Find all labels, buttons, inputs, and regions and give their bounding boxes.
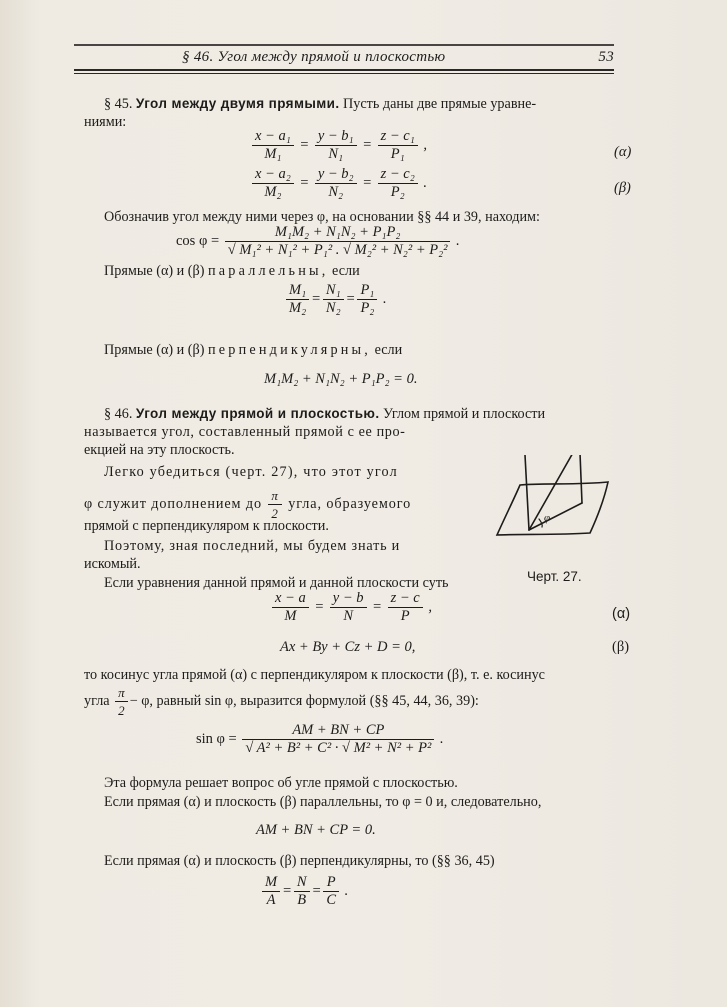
equation-alpha: $\frac{\text{x − a₁}}{\text{M₁}}$ = $\frac{\text{y − b₁}}{\text{N₁}}$ = $\frac{\text{z − c₁}}{\text{P₁}}$ , — [250, 128, 427, 163]
perp-equation: M₁M₂ + N₁N₂ + P₁P₂ = 0. — [264, 371, 418, 387]
equation-beta: $\frac{\text{x − a₂}}{\text{M₂}}$ = $\frac{\text{y − b₂}}{\text{N₂}}$ = $\frac{\text{z − c₂}}{\text{P₂}}$ . — [250, 166, 427, 201]
header-rule-bottom — [74, 69, 614, 71]
sec45-heading-line — [104, 95, 536, 113]
perp-condition-text: Прямые (α) и (β) перпендикулярны, если — [104, 342, 403, 358]
equation-label: (β) — [614, 180, 631, 196]
running-head-title: § 46. Угол между прямой и плоскостью — [182, 49, 446, 65]
figure-angle-label: φ — [544, 512, 551, 524]
paragraph-text: Эта формула решает вопрос об угле прямой с плоскостью. — [104, 775, 458, 791]
line-equation: $\frac{x - a}{M}$ = $\frac{y - b}{N}$ = $\frac{z - c}{P}$ , — [270, 590, 432, 625]
equation-label: (α) — [612, 606, 631, 622]
paragraph-text: угла $\frac{\pi}{2}$ − φ, равный sin φ, выразится формулой (§§ 45, 44, 36, 39): — [84, 685, 479, 718]
paragraph-text: Обозначив угол между ними через φ, на основании §§ 44 и 39, находим: — [104, 209, 540, 225]
header-rule-top — [74, 44, 614, 46]
section-heading: Угол между двумя прямыми. — [135, 96, 340, 111]
paragraph-text: Если прямая (α) и плоскость (β) перпендикулярны, то (§§ 36, 45) — [104, 853, 495, 869]
section-heading: Угол между прямой и плоскостью. — [135, 406, 380, 421]
perpendicular-equation: $\frac{M}{A}$ = $\frac{N}{B}$ = $\frac{P}{C}$ . — [260, 874, 348, 909]
section-number: § 46. — [104, 406, 133, 422]
figure-27-line-plane-diagram — [480, 455, 630, 565]
header-rule-bottom-thin — [74, 73, 614, 74]
parallel-condition-text: Прямые (α) и (β) параллельны, если — [104, 263, 360, 279]
equation-label: (α) — [614, 144, 632, 160]
figure-caption: Черт. 27. — [527, 569, 582, 584]
paragraph-text: называется угол, составленный прямой с ее про- — [84, 424, 406, 440]
paragraph-text: Легко убедиться (черт. 27), что этот угол — [104, 464, 398, 480]
parallel-equation: AM + BN + CP = 0. — [256, 822, 376, 838]
sin-formula: sin φ = $\frac{AM + BN + CP}{\text{√ A² + B² + C² · √ M² + N² + P²}}$ . — [196, 722, 444, 756]
paragraph-text: φ служит дополнением до $\frac{\pi}{2}$ угла, образуемого — [84, 488, 412, 521]
paragraph-text: ниями: — [84, 114, 127, 130]
paragraph-text: то косинус угла прямой (α) с перпендикуляром к плоскости (β), т. е. косинус — [84, 667, 545, 683]
equation-label: (β) — [612, 639, 630, 655]
paragraph-text: Если прямая (α) и плоскость (β) параллельны, то φ = 0 и, следовательно, — [104, 794, 542, 810]
running-head — [74, 49, 614, 67]
paragraph-text: Если уравнения данной прямой и данной плоскости суть — [104, 575, 449, 591]
sec46-heading-line: § 46. Угол между прямой и плоскостью. Углом прямой и плоскости — [104, 406, 546, 422]
paragraph-text: екцией на эту плоскость. — [84, 442, 235, 458]
paragraph-text: прямой с перпендикуляром к плоскости. — [84, 518, 329, 534]
paragraph-text: Поэтому, зная последний, мы будем знать и — [104, 538, 401, 554]
page-number: 53 — [598, 49, 614, 65]
plane-equation: Ax + By + Cz + D = 0, — [280, 639, 416, 655]
paragraph-text: искомый. — [84, 556, 141, 572]
section-number: § 45. — [104, 96, 133, 112]
cos-formula: cos φ = $\frac{\text{M₁M₂ + N₁N₂ + P₁P₂}}{\text{√ M₁² + N₁² + P₁² . √ M₂² + N₂² + P₂²}}$ . — [176, 224, 460, 258]
paragraph-text: Пусть даны две прямые уравне- — [343, 96, 537, 112]
parallel-equation: $\frac{\text{M₁}}{\text{M₂}}$ = $\frac{\text{N₁}}{\text{N₂}}$ = $\frac{\text{P₁}}{\text{P₂}}$ . — [284, 282, 387, 317]
